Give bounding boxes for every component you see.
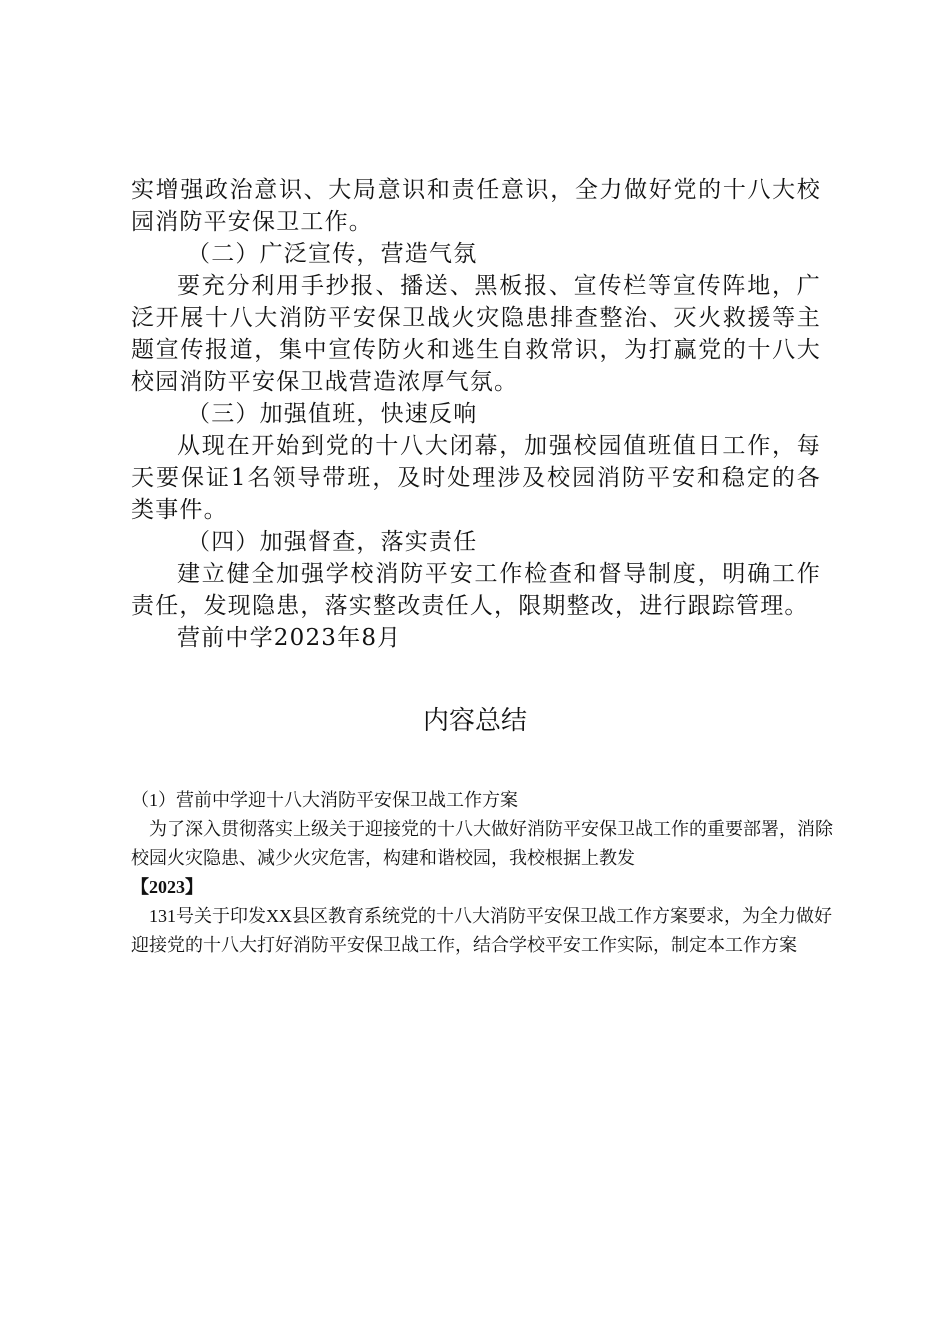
signature-line: 营前中学2023年8月: [177, 625, 402, 651]
summary-body: [131, 786, 843, 960]
section-heading-duty: （三）加强值班，快速反响: [187, 401, 478, 427]
summary-title: 内容总结: [422, 706, 527, 736]
summary-paragraph-1: 为了深入贯彻落实上级关于迎接党的十八大做好消防平安保卫战工作的重要部署，消除校园火灾隐患、减少火灾危害，构建和谐校园，我校根据上教发: [131, 819, 833, 868]
body-paragraph-publicity: 要充分利用手抄报、播送、黑板报、宣传栏等宣传阵地，广泛开展十八大消防平安保卫战火灾隐患排查整治、灭火救援等主题宣传报道，集中宣传防火和逃生自救常识，为打赢党的十八大校园消防平安保卫战营造浓厚气氛。: [131, 273, 821, 395]
document-body: [131, 174, 821, 654]
summary-paragraph-2: 131号关于印发XX县区教育系统党的十八大消防平安保卫战工作方案要求，为全力做好迎接党的十八大打好消防平安保卫战工作，结合学校平安工作实际，制定本工作方案: [131, 906, 832, 955]
body-paragraph-supervision: 建立健全加强学校消防平安工作检查和督导制度，明确工作责任，发现隐患，落实整改责任人，限期整改，进行跟踪管理。: [131, 561, 821, 619]
summary-item-heading: （1）营前中学迎十八大消防平安保卫战工作方案: [131, 790, 518, 810]
section-heading-supervision: （四）加强督查，落实责任: [187, 529, 478, 555]
body-paragraph-continued: 实增强政治意识、大局意识和责任意识，全力做好党的十八大校园消防平安保卫工作。: [131, 177, 821, 235]
body-paragraph-duty: 从现在开始到党的十八大闭幕，加强校园值班值日工作，每天要保证1名领导带班，及时处理涉及校园消防平安和稳定的各类事件。: [131, 433, 821, 523]
summary-bracket: 【2023】: [131, 877, 203, 897]
section-heading-publicity: （二）广泛宣传，营造气氛: [187, 241, 478, 267]
